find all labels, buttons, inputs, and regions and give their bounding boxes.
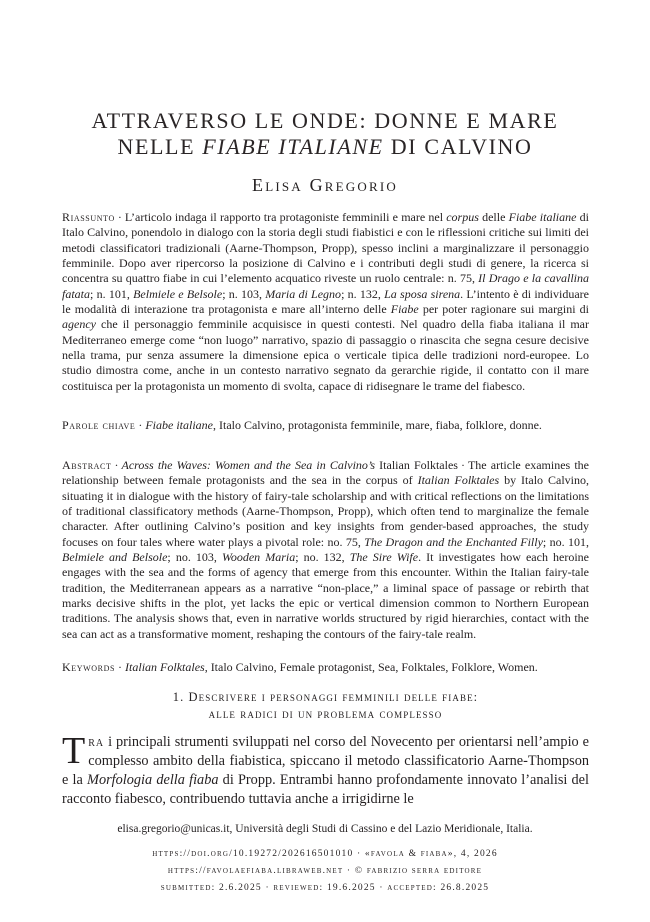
doi-line: https://doi.org/10.19272/202616501010 · «favola & fiaba», 4, 2026 [152,849,498,859]
riassunto-label: Riassunto [62,210,115,224]
author-affiliation: elisa.gregorio@unicas.it, Università degli Studi di Cassino e del Lazio Meridionale, Italia. [117,823,533,835]
publisher-line: https://favolaefiaba.libraweb.net · © fabrizio serra editore [167,866,483,876]
parole-chiave-label: Parole chiave [62,418,136,432]
drop-cap-continuation: ra [88,734,105,750]
keywords-block: Keywords · Italian Folktales, Italo Calvino, Female protagonist, Sea, Folktales, Folklore, Women. [62,660,538,674]
section-heading [62,689,589,723]
title-line-2 [60,134,590,160]
title-line-1: ATTRAVERSO LE ONDE: DONNE E MARE [91,108,559,133]
author-name: Elisa Gregorio [252,175,398,195]
abstract-block: Abstract · Across the Waves: Women and the Sea in Calvino’s Italian Folktales · The article examines the relationship between female protagonists and the sea in the corpus of Italian Folktales by Italo Calvino, situating it in dialogue with the history of fairy-tale scholarship and with critical reflections on the limitations of traditional classificatory methods (Aarne-Thompson, Propp), which often tend to marginalize the female character. After outlining Calvino’s position and key insights from gender-based approaches, the study focuses on four tales where water plays a pivotal role: no. 75, The Dragon and the Enchanted Filly; no. 101, Belmiele and Belsole; no. 103, Wooden Maria; no. 132, The Sire Wife. It investigates how each heroine engages with the sea and the forms of agency that emerge from this encounter. Within the Italian fairy-tale tradition, the Mediterranean appears as a narrative “non-place,” a liminal space of passage or rebirth that marks decisive shifts in the plot, yet lacks the epic or vertical dimension common to Northern European traditions. The analysis shows that, even in narrative worlds structured by rigid hierarchies, contact with the sea can act as a transformative moment, reshaping the contours of the fairy-tale realm. [62,458,589,641]
review-dates-line: submitted: 2.6.2025 · reviewed: 19.6.2025 · accepted: 26.8.2025 [160,883,490,893]
keywords-label: Keywords [62,660,116,674]
title-text: DI CALVINO [383,134,533,159]
abstract-label: Abstract [62,458,112,472]
drop-cap: T [62,730,86,772]
title-text: NELLE [117,134,203,159]
riassunto-block: Riassunto · L’articolo indaga il rapporto tra protagoniste femminili e mare nel corpus delle Fiabe italiane di Italo Calvino, ponendolo in dialogo con la storia degli studi fiabistici e con le riflessioni critiche sui limiti dei metodi classificatori tradizionali (Aarne-Thompson, Propp), spesso inclini a marginalizzare il personaggio femminile. Dopo aver ripercorso la posizione di Calvino e i contributi degli studi di genere, la ricerca si concentra su quattro fiabe in cui l’elemento acquatico riveste un ruolo centrale: n. 75, Il Drago e la cavallina fatata; n. 101, Belmiele e Belsole; n. 103, Maria di Legno; n. 132, La sposa sirena. L’intento è di individuare le modalità di interazione tra protagonista e mare all’interno delle Fiabe per poter ragionare sui margini di agency che il personaggio femminile acquisisce in questi contesti. Nel quadro della fiaba italiana il mar Mediterraneo emerge come “non luogo” narrativo, spazio di passaggio o rinascita che segna cesure decisive nella trama, pur senza assumere la dimensione epica o verticale tipica delle tradizioni nord-europee. Lo studio dimostra come, anche in un contesto narrativo segnato da gerarchie rigide, il contatto con il mare costituisca per la protagonista un momento di svolta, capace di ridisegnare le trame del fiabesco. [62,210,590,393]
article-title [60,108,590,160]
body-paragraph: Tra i principali strumenti sviluppati nel corso del Novecento per orientarsi nell’ampio e complesso ambito della fiabistica, spiccano il metodo classificatorio Aarne-Thompson e la Morfologia della fiaba di Propp. Entrambi hanno profondamente innovato l’analisi del racconto fiabesco, contribuendo tuttavia anche a irrigidirne le [62,730,590,807]
title-italic: FIABE ITALIANE [202,134,384,159]
section-heading-line-1: 1. Descrivere i personaggi femminili delle fiabe: [172,690,479,704]
parole-chiave-block: Parole chiave · Fiabe italiane, Italo Calvino, protagonista femminile, mare, fiaba, folklore, donne. [62,418,542,432]
section-heading-line-2: alle radici di un problema complesso [208,707,443,721]
